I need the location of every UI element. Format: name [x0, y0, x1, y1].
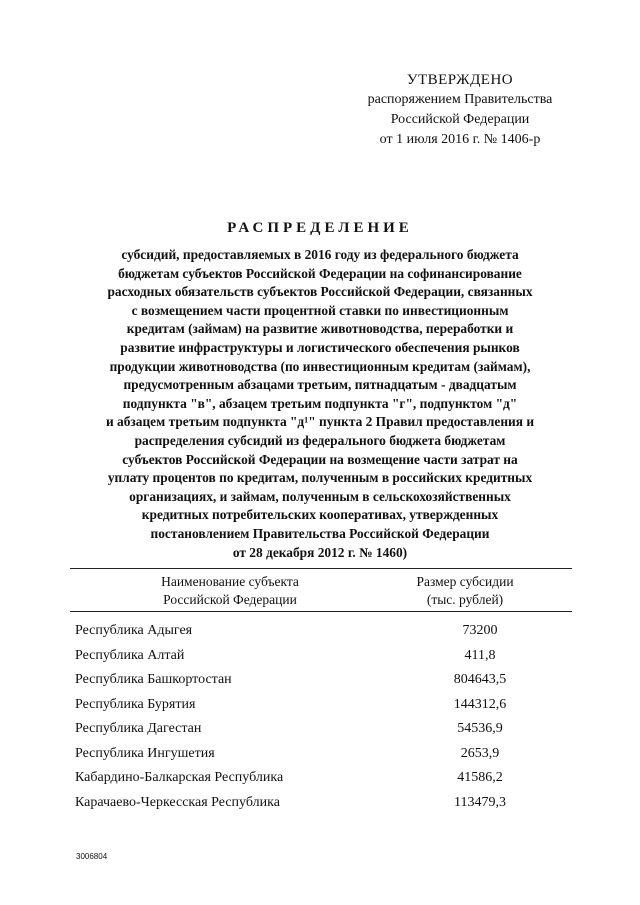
- approval-heading: УТВЕРЖДЕНО: [406, 72, 514, 88]
- approval-line-1: распоряжением Правительства: [367, 92, 553, 107]
- table-row: [75, 648, 565, 673]
- subtitle-line: кредитам (займам) на развитие животноводства, переработки и: [126, 321, 514, 337]
- table-row: [75, 672, 565, 697]
- subtitle-line: субъектов Российской Федерации на возмещение части затрат на: [122, 451, 518, 467]
- approval-line-2: Российской Федерации: [390, 112, 530, 127]
- subtitle-line: развитие инфраструктуры и логистического обеспечения рынков: [120, 339, 520, 355]
- footer-code: 3006804: [76, 852, 108, 861]
- subtitle-line: расходных обязательств субъектов Российской Федерации, связанных: [107, 284, 533, 300]
- subsidy-amount: 41586,2: [457, 770, 503, 785]
- subsidy-amount: 54536,9: [457, 721, 503, 736]
- subsidy-amount: 2653,9: [460, 745, 500, 761]
- subtitle-line: уплату процентов по кредитам, полученным в российских кредитных: [107, 470, 533, 486]
- document-subtitle: [70, 246, 570, 562]
- approval-line-3: от 1 июля 2016 г. № 1406-р: [379, 132, 541, 147]
- column-header-subject-line-2: Российской Федерации: [163, 592, 297, 607]
- table-header-rule: [70, 611, 572, 612]
- subtitle-line: продукции животноводства (по инвестиционным кредитам (займам),: [109, 358, 531, 374]
- table-row: [75, 623, 565, 648]
- table-row: [75, 721, 565, 746]
- column-header-amount-line-1: Размер субсидии: [416, 574, 514, 589]
- subtitle-line: распределения субсидий из федерального бюджета бюджетам: [134, 432, 506, 448]
- subtitle-line: предусмотренным абзацами третьим, пятнадцатым - двадцатым: [123, 377, 517, 393]
- subtitle-line: бюджетам субъектов Российской Федерации на софинансирование: [118, 265, 522, 281]
- subsidy-amount: 144312,6: [453, 696, 507, 712]
- subject-name: Республика Башкортостан: [75, 672, 232, 687]
- subtitle-line: подпункта "в", абзацем третьим подпункта "г", подпунктом "д": [122, 395, 518, 411]
- subject-name: Республика Бурятия: [75, 696, 196, 712]
- table-top-rule: [70, 568, 572, 569]
- subject-name: Карачаево-Черкесская Республика: [75, 794, 280, 810]
- table-row: [75, 770, 565, 795]
- subtitle-line: от 28 декабря 2012 г. № 1460): [232, 544, 408, 560]
- subsidy-amount: 73200: [462, 623, 498, 638]
- subject-name: Республика Дагестан: [75, 721, 202, 736]
- column-header-amount-line-2: (тыс. рублей): [426, 592, 504, 607]
- column-header-amount: [390, 573, 540, 609]
- subtitle-line: субсидий, предоставляемых в 2016 году из федерального бюджета: [121, 247, 519, 262]
- subsidy-amount: 804643,5: [453, 672, 507, 687]
- table-body: [75, 623, 565, 819]
- column-header-subject: [120, 573, 340, 609]
- subject-name: Республика Адыгея: [75, 623, 193, 638]
- table-row: [75, 746, 565, 771]
- subtitle-line: кредитных потребительских кооперативах, утвержденных: [141, 507, 499, 523]
- subtitle-line: организациях, и займам, полученным в сельскохозяйственных: [129, 488, 511, 504]
- subtitle-line: с возмещением части процентной ставки по инвестиционным: [131, 302, 509, 318]
- subsidy-amount: 411,8: [464, 647, 496, 663]
- subsidy-amount: 113479,3: [454, 794, 506, 810]
- subtitle-line: и абзацем третьим подпункта "д¹" пункта 2 Правил предоставления и: [105, 414, 535, 430]
- column-header-subject-line-1: Наименование субъекта: [161, 574, 299, 589]
- subject-name: Кабардино-Балкарская Республика: [75, 770, 284, 785]
- document-title: РАСПРЕДЕЛЕНИЕ: [227, 220, 413, 236]
- table-row: [75, 697, 565, 722]
- subtitle-line: постановлением Правительства Российской Федерации: [150, 525, 490, 541]
- table-row: [75, 795, 565, 820]
- approval-block: [340, 70, 580, 150]
- subject-name: Республика Алтай: [75, 647, 185, 663]
- subject-name: Республика Ингушетия: [75, 745, 215, 761]
